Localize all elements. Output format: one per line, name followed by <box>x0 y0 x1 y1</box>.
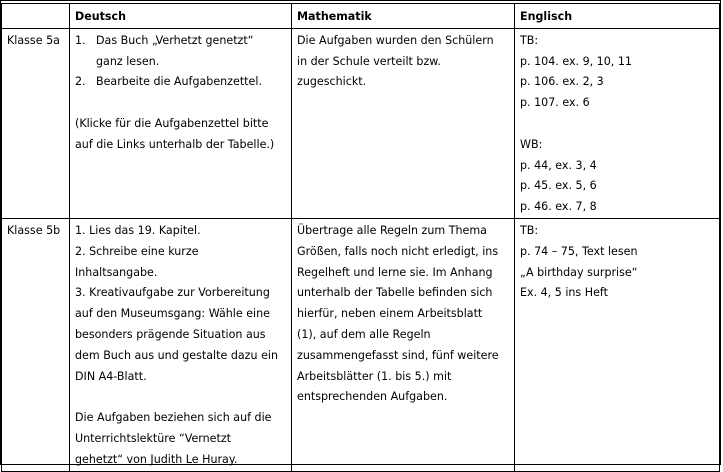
text-line: p. 107. ex. 6 <box>520 96 590 110</box>
text-line: Arbeitsblätter (1. bis 5.) mit <box>297 369 452 383</box>
note-line: Die Aufgaben beziehen sich auf die <box>75 411 272 425</box>
text-line: auf den Museumsgang: Wähle eine <box>75 307 270 321</box>
text-line: (1), auf dem alle Regeln <box>297 327 431 341</box>
homework-table <box>1 3 720 472</box>
table-row <box>2 218 720 471</box>
text-line: DIN A4-Blatt. <box>75 369 147 383</box>
german-cell <box>70 218 292 471</box>
text-line: Regelheft und lerne sie. Im Anhang <box>297 265 493 279</box>
header-row <box>2 4 720 29</box>
text-line: p. 46. ex. 7, 8 <box>520 200 597 214</box>
text-line: Größen, falls noch nicht erledigt, ins <box>297 244 499 258</box>
text-line: TB: <box>520 33 539 47</box>
note-line: auf die Links unterhalb der Tabelle.) <box>75 137 275 151</box>
text-line: 1. Lies das 19. Kapitel. <box>75 223 201 237</box>
header-german: Deutsch <box>70 4 292 29</box>
text-line: 3. Kreativaufgabe zur Vorbereitung <box>75 286 270 300</box>
text-line: hierfür, neben einem Arbeitsblatt <box>297 307 483 321</box>
text-line: besonders prägende Situation aus <box>75 327 266 341</box>
text-line: Das Buch „Verhetzt genetzt“ <box>96 33 254 47</box>
text-line: p. 104. ex. 9, 10, 11 <box>520 54 632 68</box>
text-line: „A birthday surprise“ <box>520 265 638 279</box>
class-label: Klasse 5a <box>7 33 60 47</box>
text-line: Ex. 4, 5 ins Heft <box>520 286 608 300</box>
class-cell <box>2 28 70 218</box>
english-cell <box>515 28 720 218</box>
english-cell <box>515 218 720 471</box>
table-row <box>2 28 720 218</box>
text-line: zusammengefasst sind, fünf weitere <box>297 348 499 362</box>
text-line: Übertrage alle Regeln zum Thema <box>297 223 487 237</box>
math-cell <box>292 218 515 471</box>
text-line: Bearbeite die Aufgabenzettel. <box>96 75 262 89</box>
text-line: unterhalb der Tabelle befinden sich <box>297 286 493 300</box>
class-label: Klasse 5b <box>7 223 61 237</box>
header-math: Mathematik <box>292 4 515 29</box>
list-item <box>75 31 285 73</box>
text-line: p. 45. ex. 5, 6 <box>520 179 597 193</box>
text-line: zugeschickt. <box>297 75 367 89</box>
text-line: p. 106. ex. 2, 3 <box>520 75 604 89</box>
text-line: TB: <box>520 223 539 237</box>
text-line: entsprechenden Aufgaben. <box>297 390 448 404</box>
text-line: 2. Schreibe eine kurze <box>75 244 199 258</box>
text-line: Die Aufgaben wurden den Schülern <box>297 33 494 47</box>
note-line: (Klicke für die Aufgabenzettel bitte <box>75 116 269 130</box>
list-number: 2. <box>75 75 86 89</box>
text-line: Inhaltsangabe. <box>75 265 158 279</box>
header-class <box>2 4 70 29</box>
text-line: dem Buch aus und gestalte dazu ein <box>75 348 279 362</box>
german-cell <box>70 28 292 218</box>
header-english: Englisch <box>515 4 720 29</box>
text-line: in der Schule verteilt bzw. <box>297 54 441 68</box>
note-line: Unterrichtslektüre “Vernetzt <box>75 431 232 445</box>
math-cell <box>292 28 515 218</box>
text-line: p. 44, ex. 3, 4 <box>520 158 597 172</box>
class-cell <box>2 218 70 471</box>
list-item <box>75 72 285 93</box>
text-line: WB: <box>520 137 543 151</box>
text-line: ganz lesen. <box>96 54 160 68</box>
note-line: gehetzt“ von Judith Le Huray. <box>75 452 238 466</box>
text-line: p. 74 – 75, Text lesen <box>520 244 638 258</box>
list-number: 1. <box>75 33 86 47</box>
